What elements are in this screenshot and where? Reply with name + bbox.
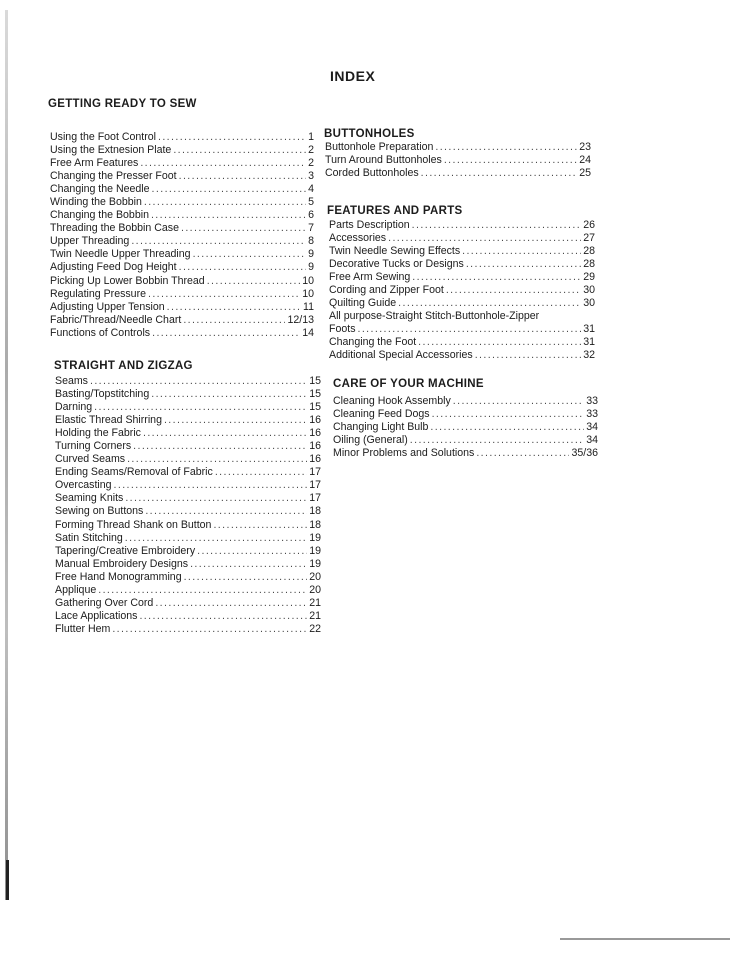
index-entry xyxy=(50,314,314,327)
index-entry-page: 16 xyxy=(309,453,321,466)
index-entry-topic: Gathering Over Cord xyxy=(55,596,154,609)
index-entry-topic: Buttonhole Preparation xyxy=(325,141,434,153)
index-entry xyxy=(50,222,314,235)
index-entry-topic: Cording and Zipper Foot xyxy=(329,284,444,297)
index-entry-topic: Adjusting Feed Dog Height xyxy=(50,261,177,274)
index-entry xyxy=(333,434,598,447)
index-entry-page: 16 xyxy=(309,440,321,453)
index-entry-page: 20 xyxy=(309,570,321,583)
index-entry xyxy=(50,183,314,196)
index-entry-topic: Seams xyxy=(55,375,88,387)
dot-leader xyxy=(131,235,306,248)
dot-leader xyxy=(446,284,581,297)
dot-leader xyxy=(358,323,582,336)
dot-leader xyxy=(193,248,307,261)
bottom-rule xyxy=(560,938,730,940)
dot-leader xyxy=(114,479,308,492)
index-entry xyxy=(50,288,314,301)
dot-leader xyxy=(181,222,306,235)
index-entry-page: 29 xyxy=(583,271,595,284)
index-entry xyxy=(325,167,591,180)
dot-leader xyxy=(127,453,307,466)
dot-leader xyxy=(148,288,300,301)
dot-leader xyxy=(466,258,581,271)
index-entry xyxy=(329,258,595,271)
index-entry xyxy=(50,170,314,183)
section-entries-buttonholes xyxy=(325,141,591,180)
index-entry-page: 4 xyxy=(308,183,314,196)
index-entry-page: 18 xyxy=(309,505,321,518)
index-entry-page: 17 xyxy=(309,479,321,492)
section-heading-care: CARE OF YOUR MACHINE xyxy=(333,378,484,390)
index-entry xyxy=(329,336,595,349)
index-entry-topic: Upper Threading xyxy=(50,235,130,248)
index-entry-topic: Sewing on Buttons xyxy=(55,505,144,518)
dot-leader xyxy=(152,327,300,340)
dot-leader xyxy=(213,519,307,532)
index-entry-page: 15 xyxy=(309,401,321,414)
index-entry-topic: Changing the Presser Foot xyxy=(50,170,177,183)
index-entry xyxy=(55,492,321,505)
index-entry-topic: Changing Light Bulb xyxy=(333,421,429,434)
dot-leader xyxy=(432,408,585,421)
index-entry xyxy=(55,597,321,610)
index-entry xyxy=(329,284,595,297)
index-entry xyxy=(50,196,314,209)
index-entry-topic: Ending Seams/Removal of Fabric xyxy=(55,466,213,479)
index-entry-topic: Flutter Hem xyxy=(55,622,111,635)
index-entry-page: 14 xyxy=(302,326,314,339)
index-entry-topic: Changing the Bobbin xyxy=(50,209,149,222)
index-entry-page: 31 xyxy=(583,336,595,349)
index-entry xyxy=(55,558,321,571)
dot-leader xyxy=(112,623,307,636)
section-entries-straight-zigzag xyxy=(55,375,321,636)
index-entry-page: 23 xyxy=(579,141,591,153)
index-entry-page: 9 xyxy=(308,248,314,261)
index-entry-topic: Tapering/Creative Embroidery xyxy=(55,544,196,557)
index-entry xyxy=(55,401,321,414)
index-entry-page: 21 xyxy=(309,596,321,609)
index-entry xyxy=(50,157,314,170)
index-entry-page: 21 xyxy=(309,609,321,622)
section-entries-getting-ready xyxy=(50,131,314,340)
page-binding-shadow xyxy=(6,860,9,900)
index-entry-topic: Foots xyxy=(329,323,356,336)
dot-leader xyxy=(184,571,308,584)
index-entry-page: 32 xyxy=(583,349,595,362)
index-entry-page: 26 xyxy=(583,219,595,231)
dot-leader xyxy=(475,349,582,362)
index-entry-topic: Free Arm Features xyxy=(50,157,139,170)
dot-leader xyxy=(151,209,306,222)
index-entry-page: 17 xyxy=(309,492,321,505)
dot-leader xyxy=(462,245,581,258)
dot-leader xyxy=(164,414,307,427)
dot-leader xyxy=(125,492,307,505)
index-entry xyxy=(55,466,321,479)
index-entry-page: 28 xyxy=(583,258,595,271)
page-title: INDEX xyxy=(330,68,376,84)
index-entry-topic: Elastic Thread Shirring xyxy=(55,414,162,427)
index-entry-page: 34 xyxy=(586,434,598,447)
index-entry xyxy=(329,310,595,323)
index-entry xyxy=(329,349,595,362)
dot-leader xyxy=(167,301,301,314)
index-entry xyxy=(55,479,321,492)
index-entry-topic: Picking Up Lower Bobbin Thread xyxy=(50,274,205,287)
index-entry-topic: Parts Description xyxy=(329,219,410,231)
index-entry-page: 33 xyxy=(586,408,598,421)
dot-leader xyxy=(453,395,584,408)
index-entry-topic: Free Arm Sewing xyxy=(329,271,411,284)
index-entry-topic: Lace Applications xyxy=(55,609,138,622)
index-entry xyxy=(333,408,598,421)
index-entry xyxy=(55,610,321,623)
index-entry xyxy=(329,271,595,284)
index-entry-topic: Applique xyxy=(55,583,97,596)
index-entry xyxy=(50,301,314,314)
index-entry xyxy=(333,421,598,434)
dot-leader xyxy=(435,141,577,154)
index-entry-page: 15 xyxy=(309,388,321,401)
dot-leader xyxy=(98,584,307,597)
index-entry-topic: Curved Seams xyxy=(55,453,126,466)
index-entry-topic: Decorative Tucks or Designs xyxy=(329,258,464,271)
index-entry xyxy=(50,144,314,157)
index-entry xyxy=(50,235,314,248)
index-entry-page: 27 xyxy=(583,232,595,245)
index-entry-topic: Regulating Pressure xyxy=(50,287,146,300)
dot-leader xyxy=(421,167,578,180)
index-entry-page: 34 xyxy=(586,421,598,434)
index-entry-topic: Holding the Fabric xyxy=(55,427,141,440)
dot-leader xyxy=(144,196,306,209)
index-entry-topic: Seaming Knits xyxy=(55,492,124,505)
index-entry-topic: Minor Problems and Solutions xyxy=(333,447,475,460)
dot-leader xyxy=(151,388,307,401)
index-entry xyxy=(55,623,321,636)
index-entry-topic: Using the Extnesion Plate xyxy=(50,144,172,157)
index-entry-page: 20 xyxy=(309,583,321,596)
index-entry-topic: Twin Needle Sewing Effects xyxy=(329,245,461,258)
index-entry xyxy=(55,427,321,440)
index-entry-page: 16 xyxy=(309,427,321,440)
dot-leader xyxy=(398,297,581,310)
index-entry-page: 2 xyxy=(308,144,314,157)
index-entry-page: 19 xyxy=(309,544,321,557)
index-entry-page: 22 xyxy=(309,622,321,635)
index-entry-topic: Winding the Bobbin xyxy=(50,196,142,209)
index-entry-page: 19 xyxy=(309,531,321,544)
index-entry-page: 1 xyxy=(308,131,314,143)
dot-leader xyxy=(412,219,582,232)
index-entry-topic: Additional Special Accessories xyxy=(329,349,473,362)
dot-leader xyxy=(183,314,285,327)
dot-leader xyxy=(90,375,307,388)
section-heading-straight-zigzag: STRAIGHT AND ZIGZAG xyxy=(54,360,193,372)
index-entry-page: 9 xyxy=(308,261,314,274)
dot-leader xyxy=(388,232,581,245)
index-entry-topic: Cleaning Hook Assembly xyxy=(333,395,451,407)
index-entry xyxy=(325,154,591,167)
dot-leader xyxy=(179,261,306,274)
index-entry-page: 3 xyxy=(308,170,314,183)
index-entry xyxy=(50,131,314,144)
index-entry-topic: Accessories xyxy=(329,232,387,245)
index-entry-topic: Cleaning Feed Dogs xyxy=(333,408,430,421)
index-entry-page: 5 xyxy=(308,196,314,209)
dot-leader xyxy=(179,170,306,183)
section-heading-buttonholes: BUTTONHOLES xyxy=(324,128,415,140)
dot-leader xyxy=(207,275,301,288)
index-entry xyxy=(325,141,591,154)
dot-leader xyxy=(197,545,307,558)
section-heading-getting-ready: GETTING READY TO SEW xyxy=(48,98,197,110)
dot-leader xyxy=(155,597,307,610)
index-entry xyxy=(55,545,321,558)
index-entry-page: 33 xyxy=(586,395,598,407)
index-entry xyxy=(55,519,321,532)
index-entry-page: 7 xyxy=(308,222,314,235)
index-entry-topic: Functions of Controls xyxy=(50,326,151,339)
index-entry xyxy=(329,245,595,258)
index-entry-page: 8 xyxy=(308,235,314,248)
index-entry-page: 10 xyxy=(302,274,314,287)
index-entry-page: 2 xyxy=(308,157,314,170)
page-binding-edge xyxy=(5,10,8,900)
index-entry xyxy=(329,219,595,232)
index-entry-page: 15 xyxy=(309,375,321,387)
index-entry xyxy=(333,395,598,408)
index-entry-topic: Forming Thread Shank on Button xyxy=(55,518,212,531)
dot-leader xyxy=(94,401,307,414)
index-entry xyxy=(50,248,314,261)
index-entry-topic: Twin Needle Upper Threading xyxy=(50,248,191,261)
index-entry-topic: Overcasting xyxy=(55,479,112,492)
index-entry-topic: Basting/Topstitching xyxy=(55,388,150,401)
index-entry xyxy=(55,453,321,466)
index-entry-page: 17 xyxy=(309,466,321,479)
index-entry-topic: Satin Stitching xyxy=(55,531,123,544)
index-entry xyxy=(55,440,321,453)
dot-leader xyxy=(173,144,306,157)
index-entry xyxy=(50,261,314,274)
dot-leader xyxy=(410,434,584,447)
dot-leader xyxy=(412,271,581,284)
index-entry xyxy=(55,584,321,597)
dot-leader xyxy=(145,505,307,518)
index-entry xyxy=(55,388,321,401)
dot-leader xyxy=(476,447,569,460)
index-entry xyxy=(333,447,598,460)
index-entry xyxy=(55,532,321,545)
dot-leader xyxy=(125,532,307,545)
index-entry-topic: All purpose-Straight Stitch-Buttonhole-Zipper xyxy=(329,310,540,323)
index-entry xyxy=(329,232,595,245)
index-entry-page: 31 xyxy=(583,323,595,336)
index-entry-topic: Turning Corners xyxy=(55,440,132,453)
dot-leader xyxy=(158,131,306,144)
index-entry xyxy=(55,571,321,584)
index-entry xyxy=(329,297,595,310)
index-entry-topic: Changing the Needle xyxy=(50,183,150,196)
dot-leader xyxy=(140,157,306,170)
index-entry-topic: Adjusting Upper Tension xyxy=(50,300,165,313)
index-entry xyxy=(50,275,314,288)
index-entry-topic: Turn Around Buttonholes xyxy=(325,154,442,167)
index-entry-page: 6 xyxy=(308,209,314,222)
index-entry-page: 16 xyxy=(309,414,321,427)
dot-leader xyxy=(215,466,307,479)
index-entry xyxy=(50,327,314,340)
index-entry-page: 18 xyxy=(309,518,321,531)
index-entry-page: 30 xyxy=(583,284,595,297)
dot-leader xyxy=(418,336,581,349)
index-entry xyxy=(55,414,321,427)
index-entry xyxy=(329,323,595,336)
index-entry-page: 19 xyxy=(309,557,321,570)
section-entries-care xyxy=(333,395,598,460)
dot-leader xyxy=(190,558,307,571)
dot-leader xyxy=(143,427,307,440)
index-entry-topic: Changing the Foot xyxy=(329,336,417,349)
index-entry xyxy=(50,209,314,222)
index-entry-topic: Quilting Guide xyxy=(329,297,397,310)
index-entry-topic: Free Hand Monogramming xyxy=(55,570,182,583)
dot-leader xyxy=(139,610,307,623)
section-entries-features-parts xyxy=(329,219,595,363)
dot-leader xyxy=(133,440,307,453)
index-entry-topic: Corded Buttonholes xyxy=(325,167,419,180)
index-entry-topic: Manual Embroidery Designs xyxy=(55,557,189,570)
index-entry-topic: Darning xyxy=(55,401,93,414)
index-entry-page: 35/36 xyxy=(571,447,598,460)
index-entry-page: 25 xyxy=(579,167,591,180)
index-entry-page: 24 xyxy=(579,154,591,167)
index-entry xyxy=(55,375,321,388)
index-entry-topic: Threading the Bobbin Case xyxy=(50,222,179,235)
index-entry-page: 10 xyxy=(302,287,314,300)
section-heading-features-parts: FEATURES AND PARTS xyxy=(327,205,463,217)
index-entry-topic: Oiling (General) xyxy=(333,434,408,447)
index-entry-page: 28 xyxy=(583,245,595,258)
index-entry-page: 30 xyxy=(583,297,595,310)
index-entry-topic: Using the Foot Control xyxy=(50,131,156,143)
dot-leader xyxy=(430,421,584,434)
dot-leader xyxy=(152,183,307,196)
index-entry-topic: Fabric/Thread/Needle Chart xyxy=(50,313,182,326)
index-entry xyxy=(55,505,321,518)
dot-leader xyxy=(444,154,577,167)
index-entry-page: 12/13 xyxy=(287,313,314,326)
index-entry-page: 11 xyxy=(303,300,314,313)
